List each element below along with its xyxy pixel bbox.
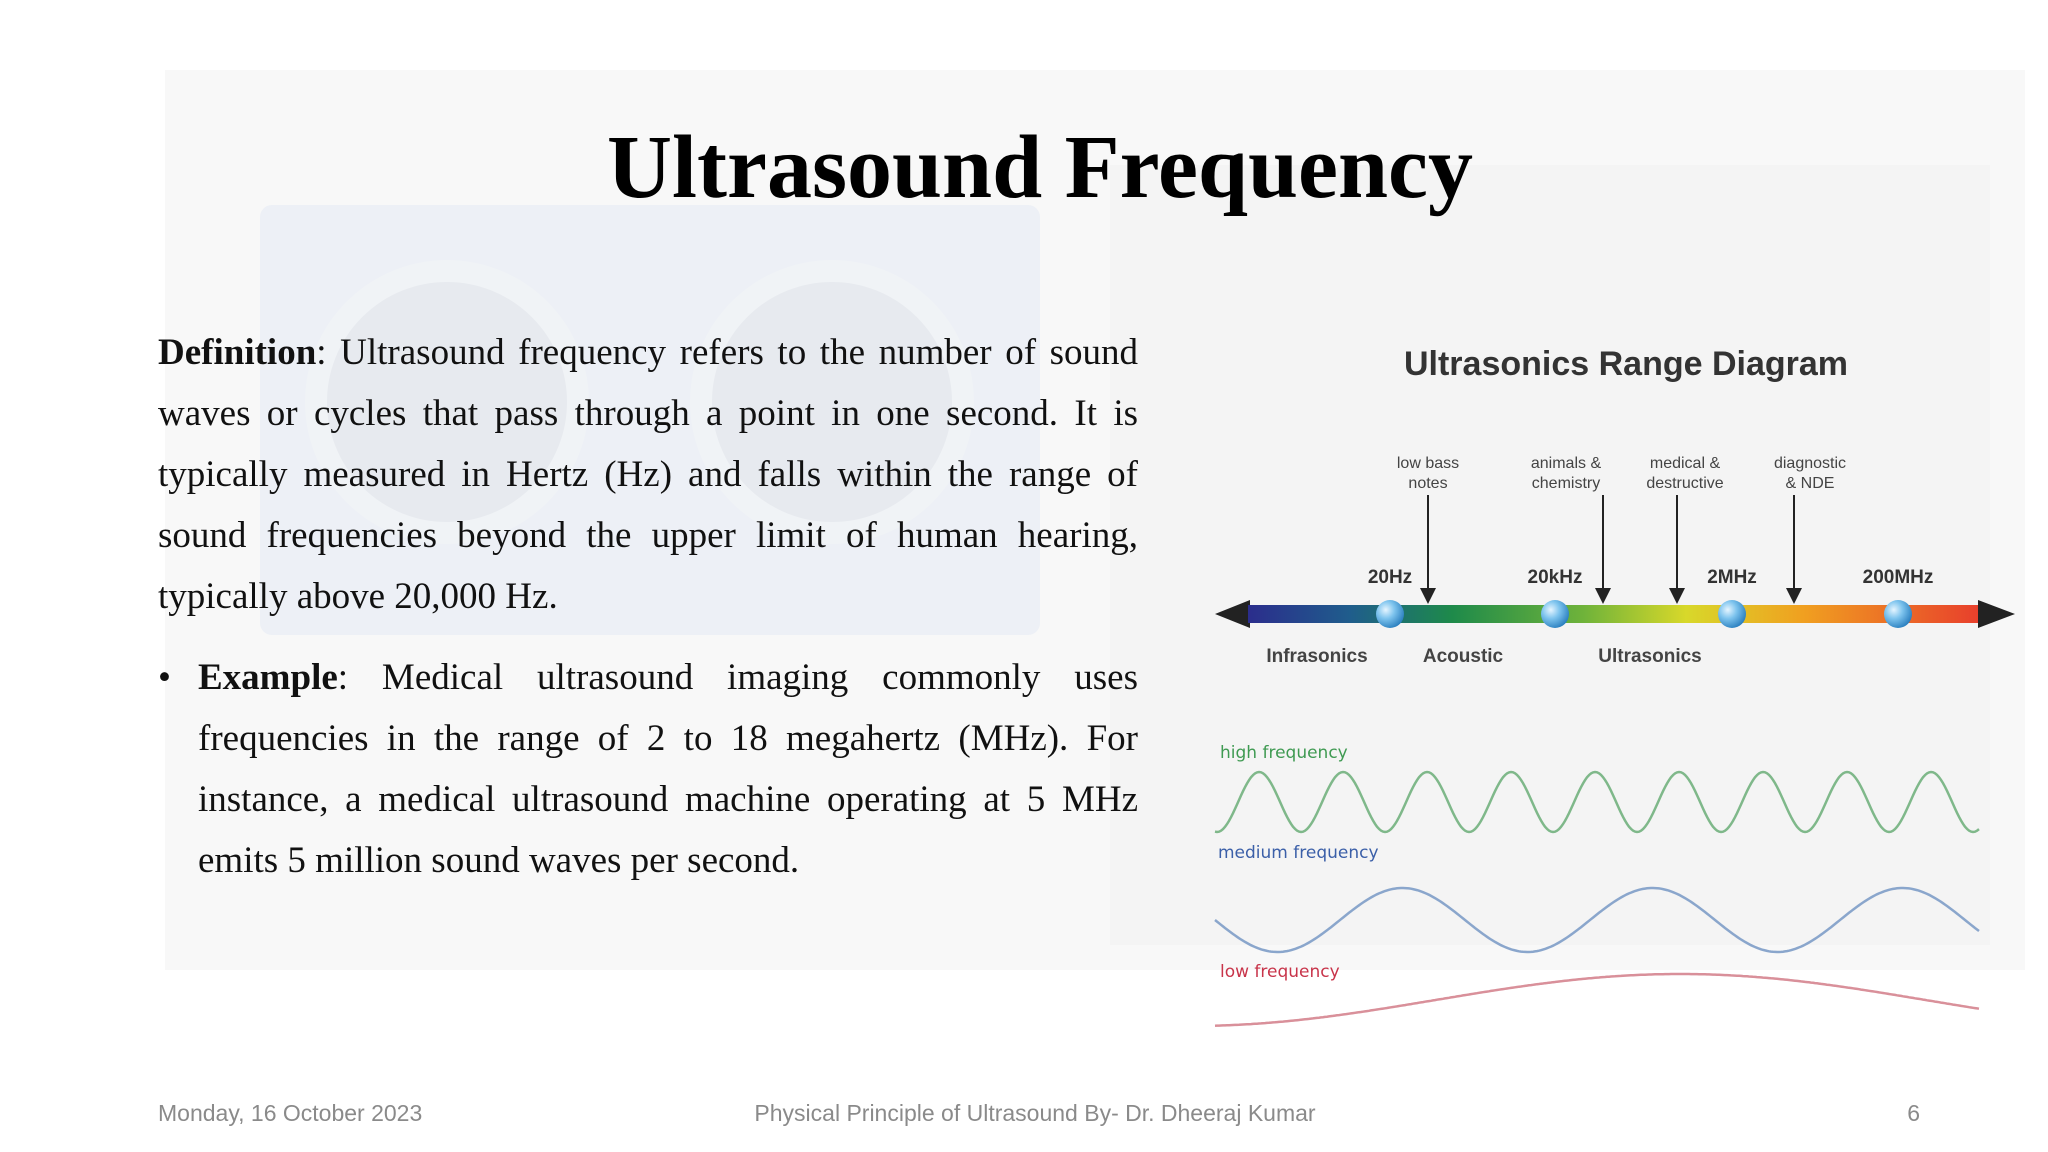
arrow-head-2: [1595, 588, 1611, 604]
definition-text: : Ultrasound frequency refers to the number of sound waves or cycles that pass through a point in one second. It is typically measured in Hertz (Hz) and falls within the range of sound frequencies beyond the upper limit of human hearing, typically above 20,000 Hz.: [158, 332, 1138, 617]
arrow-head-4: [1786, 588, 1802, 604]
example-label: Example: [198, 657, 338, 698]
page-number: 6: [1907, 1100, 1920, 1126]
wave-label-medium: medium frequency: [1218, 843, 1379, 863]
marker-ball-200mhz: [1884, 600, 1912, 628]
diagram-svg: [1210, 340, 2020, 1040]
example-paragraph: [198, 647, 1138, 891]
tick-label-20khz: 20kHz: [1527, 567, 1583, 588]
region-label-infrasonics: Infrasonics: [1266, 646, 1368, 667]
example-bullet: [158, 647, 1138, 891]
spectrum-arrow-right: [1978, 600, 2015, 628]
tick-label-200mhz: 200MHz: [1862, 567, 1934, 588]
bullet-marker: •: [158, 657, 171, 698]
region-label-acoustic: Acoustic: [1422, 646, 1504, 667]
arrow-head-3: [1669, 588, 1685, 604]
annotation-4-line1: diagnostic: [1773, 455, 1847, 472]
example-text: : Medical ultrasound imaging commonly uses frequencies in the range of 2 to 18 megahertz (MHz). For instance, a medical ultrasound machine operating at 5 MHz emits 5 million sound waves per second.: [198, 657, 1138, 881]
wave-label-low: low frequency: [1220, 962, 1340, 982]
arrow-head-1: [1420, 588, 1436, 604]
annotation-1-line1: low bass: [1396, 455, 1460, 472]
annotation-1-line2: notes: [1408, 475, 1448, 492]
annotation-4-line2: & NDE: [1785, 475, 1835, 492]
marker-ball-2mhz: [1718, 600, 1746, 628]
annotation-3-line2: destructive: [1646, 475, 1724, 492]
wave-high-frequency: [1215, 772, 1979, 832]
body-text: [158, 322, 1138, 891]
ultrasonics-range-diagram: [1210, 340, 2020, 1040]
definition-label: Definition: [158, 332, 317, 373]
annotation-2-line1: animals &: [1530, 455, 1602, 472]
region-label-ultrasonics: Ultrasonics: [1598, 646, 1702, 667]
tick-label-2mhz: 2MHz: [1707, 567, 1757, 588]
tick-label-20hz: 20Hz: [1367, 567, 1413, 588]
spectrum-arrow-left: [1215, 600, 1250, 628]
annotation-2-line2: chemistry: [1531, 475, 1601, 492]
slide-title: Ultrasound Frequency: [607, 118, 1473, 217]
footer-title: Physical Principle of Ultrasound By- Dr. Dheeraj Kumar: [754, 1100, 1316, 1126]
definition-paragraph: [158, 322, 1138, 627]
footer-date: Monday, 16 October 2023: [158, 1100, 423, 1126]
marker-ball-20khz: [1541, 600, 1569, 628]
annotation-3-line1: medical &: [1649, 455, 1721, 472]
wave-label-high: high frequency: [1220, 743, 1348, 763]
wave-medium-frequency: [1215, 888, 1979, 952]
marker-ball-20hz: [1376, 600, 1404, 628]
diagram-title: Ultrasonics Range Diagram: [1403, 345, 1849, 383]
spectrum-bar: [1248, 605, 1978, 623]
